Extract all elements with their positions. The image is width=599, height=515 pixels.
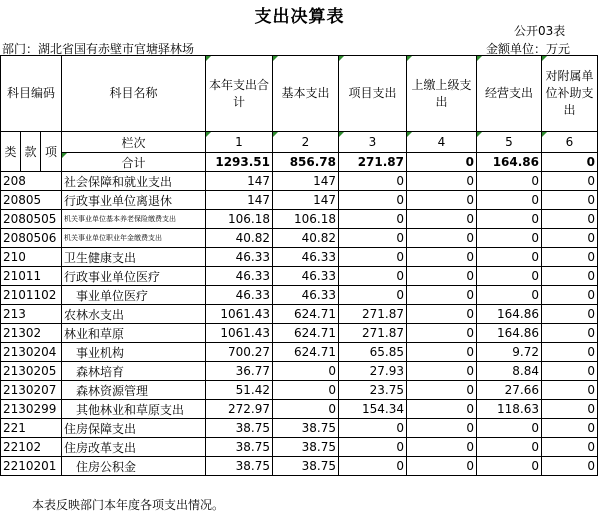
amount-cell: 0 (542, 400, 598, 419)
header-kuan: 款 (21, 132, 41, 172)
subject-code: 22102 (1, 438, 62, 457)
header-business: 经营支出 (477, 56, 542, 132)
table-row (1, 305, 598, 324)
amount-cell: 164.86 (477, 324, 542, 343)
table-row (1, 286, 598, 305)
header-xiang: 项 (41, 132, 62, 172)
amount-cell: 624.71 (273, 343, 339, 362)
amount-cell: 147 (206, 172, 273, 191)
total-label: 合计 (62, 153, 206, 172)
table-row (1, 400, 598, 419)
amount-cell: 0 (407, 305, 477, 324)
amount-cell: 8.84 (477, 362, 542, 381)
total-value: 856.78 (273, 153, 339, 172)
amount-cell: 0 (273, 381, 339, 400)
subject-name: 其他林业和草原支出 (62, 400, 206, 419)
amount-cell: 0 (542, 267, 598, 286)
amount-cell: 624.71 (273, 305, 339, 324)
amount-cell: 0 (407, 419, 477, 438)
amount-cell: 0 (407, 362, 477, 381)
subject-name: 行政事业单位医疗 (62, 267, 206, 286)
subject-name: 行政事业单位离退休 (62, 191, 206, 210)
amount-cell: 0 (339, 191, 407, 210)
amount-cell: 147 (273, 172, 339, 191)
amount-cell: 0 (339, 210, 407, 229)
subject-code: 2130205 (1, 362, 62, 381)
amount-cell: 27.66 (477, 381, 542, 400)
subject-name: 社会保障和就业支出 (62, 172, 206, 191)
amount-cell: 147 (206, 191, 273, 210)
header-lei: 类 (1, 132, 21, 172)
amount-cell: 0 (477, 419, 542, 438)
table-row (1, 267, 598, 286)
amount-cell: 38.75 (273, 419, 339, 438)
form-number: 公开03表 (514, 24, 566, 38)
header-name: 科目名称 (62, 56, 206, 132)
total-value: 0 (407, 153, 477, 172)
amount-cell: 38.75 (273, 457, 339, 476)
subject-name: 森林资源管理 (62, 381, 206, 400)
table-row (1, 457, 598, 476)
table-row (1, 362, 598, 381)
amount-cell: 0 (542, 438, 598, 457)
subject-code: 2080505 (1, 210, 62, 229)
col-index: 5 (477, 132, 542, 153)
amount-cell: 46.33 (206, 267, 273, 286)
table-row (1, 438, 598, 457)
amount-cell: 0 (542, 343, 598, 362)
amount-cell: 27.93 (339, 362, 407, 381)
header-lanci: 栏次 (62, 132, 206, 153)
amount-cell: 0 (542, 381, 598, 400)
header-upper: 上缴上级支出 (407, 56, 477, 132)
subject-name: 住房公积金 (62, 457, 206, 476)
amount-cell: 0 (273, 362, 339, 381)
amount-cell: 0 (407, 191, 477, 210)
amount-cell: 0 (542, 191, 598, 210)
table-row (1, 419, 598, 438)
amount-cell: 0 (407, 324, 477, 343)
subject-name: 农林水支出 (62, 305, 206, 324)
table-row (1, 324, 598, 343)
amount-cell: 0 (273, 400, 339, 419)
amount-cell: 0 (542, 362, 598, 381)
amount-cell: 106.18 (206, 210, 273, 229)
amount-cell: 271.87 (339, 324, 407, 343)
table-row (1, 210, 598, 229)
subject-name: 卫生健康支出 (62, 248, 206, 267)
expenditure-table (0, 55, 598, 476)
amount-cell: 38.75 (273, 438, 339, 457)
amount-cell: 272.97 (206, 400, 273, 419)
amount-cell: 164.86 (477, 305, 542, 324)
amount-cell: 0 (542, 286, 598, 305)
amount-cell: 0 (407, 210, 477, 229)
amount-cell: 38.75 (206, 438, 273, 457)
subject-code: 221 (1, 419, 62, 438)
amount-cell: 46.33 (273, 267, 339, 286)
amount-cell: 51.42 (206, 381, 273, 400)
col-index: 2 (273, 132, 339, 153)
amount-cell: 0 (407, 400, 477, 419)
amount-cell: 40.82 (273, 229, 339, 248)
subject-code: 21302 (1, 324, 62, 343)
amount-cell: 0 (407, 381, 477, 400)
amount-cell: 23.75 (339, 381, 407, 400)
table-note: 本表反映部门本年度各项支出情况。 (32, 498, 225, 512)
amount-cell: 0 (407, 438, 477, 457)
amount-cell: 0 (407, 343, 477, 362)
amount-cell: 118.63 (477, 400, 542, 419)
amount-cell: 0 (542, 324, 598, 343)
amount-cell: 0 (477, 210, 542, 229)
amount-cell: 0 (407, 172, 477, 191)
subject-code: 2101102 (1, 286, 62, 305)
department-label: 部门：湖北省国有赤壁市官塘驿林场 (2, 42, 195, 56)
amount-cell: 0 (339, 438, 407, 457)
header-code: 科目编码 (1, 56, 62, 132)
amount-cell: 0 (542, 305, 598, 324)
amount-cell: 624.71 (273, 324, 339, 343)
amount-cell: 0 (339, 419, 407, 438)
amount-cell: 0 (339, 248, 407, 267)
amount-cell: 271.87 (339, 305, 407, 324)
subject-code: 21011 (1, 267, 62, 286)
amount-cell: 0 (542, 210, 598, 229)
subject-name: 林业和草原 (62, 324, 206, 343)
total-value: 1293.51 (206, 153, 273, 172)
header-total: 本年支出合计 (206, 56, 273, 132)
page-title: 支出决算表 (254, 7, 345, 27)
amount-cell: 0 (542, 419, 598, 438)
table-row (1, 381, 598, 400)
subject-name: 事业单位医疗 (62, 286, 206, 305)
header-subsidy: 对附属单位补助支出 (542, 56, 598, 132)
col-index: 6 (542, 132, 598, 153)
total-value: 0 (542, 153, 598, 172)
subject-name: 事业机构 (62, 343, 206, 362)
amount-cell: 0 (407, 248, 477, 267)
col-index: 1 (206, 132, 273, 153)
total-row (1, 153, 598, 172)
amount-cell: 0 (477, 248, 542, 267)
amount-cell: 9.72 (477, 343, 542, 362)
table-row (1, 172, 598, 191)
subject-code: 20805 (1, 191, 62, 210)
amount-cell: 40.82 (206, 229, 273, 248)
header-row (1, 56, 598, 132)
table-row (1, 229, 598, 248)
amount-cell: 0 (339, 229, 407, 248)
amount-cell: 0 (477, 438, 542, 457)
subject-code: 2130299 (1, 400, 62, 419)
table-row (1, 248, 598, 267)
amount-cell: 106.18 (273, 210, 339, 229)
amount-cell: 0 (477, 172, 542, 191)
subject-code: 2080506 (1, 229, 62, 248)
amount-cell: 0 (407, 457, 477, 476)
amount-cell: 38.75 (206, 457, 273, 476)
subject-code: 2130207 (1, 381, 62, 400)
amount-cell: 0 (339, 172, 407, 191)
amount-cell: 0 (542, 229, 598, 248)
header-project: 项目支出 (339, 56, 407, 132)
amount-cell: 46.33 (273, 248, 339, 267)
amount-cell: 0 (477, 457, 542, 476)
subject-name: 森林培育 (62, 362, 206, 381)
col-index: 3 (339, 132, 407, 153)
amount-cell: 0 (477, 286, 542, 305)
table-row (1, 191, 598, 210)
amount-cell: 0 (542, 172, 598, 191)
amount-cell: 46.33 (206, 286, 273, 305)
subject-code: 2130204 (1, 343, 62, 362)
subject-name: 住房保障支出 (62, 419, 206, 438)
amount-cell: 46.33 (273, 286, 339, 305)
amount-cell: 65.85 (339, 343, 407, 362)
subject-name: 机关事业单位职业年金缴费支出 (62, 229, 206, 248)
subject-code: 210 (1, 248, 62, 267)
amount-cell: 700.27 (206, 343, 273, 362)
amount-cell: 0 (477, 229, 542, 248)
amount-cell: 1061.43 (206, 324, 273, 343)
amount-cell: 147 (273, 191, 339, 210)
amount-cell: 1061.43 (206, 305, 273, 324)
amount-cell: 0 (339, 267, 407, 286)
amount-cell: 0 (477, 191, 542, 210)
amount-cell: 0 (542, 248, 598, 267)
subject-name: 住房改革支出 (62, 438, 206, 457)
amount-cell: 0 (477, 267, 542, 286)
column-index-row (1, 132, 598, 153)
amount-cell: 0 (407, 267, 477, 286)
amount-cell: 46.33 (206, 248, 273, 267)
amount-cell: 0 (339, 457, 407, 476)
subject-code: 2210201 (1, 457, 62, 476)
amount-cell: 0 (339, 286, 407, 305)
amount-cell: 0 (407, 229, 477, 248)
subject-code: 213 (1, 305, 62, 324)
amount-cell: 0 (542, 457, 598, 476)
total-value: 164.86 (477, 153, 542, 172)
col-index: 4 (407, 132, 477, 153)
subject-code: 208 (1, 172, 62, 191)
amount-cell: 36.77 (206, 362, 273, 381)
header-basic: 基本支出 (273, 56, 339, 132)
table-row (1, 343, 598, 362)
amount-cell: 154.34 (339, 400, 407, 419)
amount-cell: 0 (407, 286, 477, 305)
amount-cell: 38.75 (206, 419, 273, 438)
total-value: 271.87 (339, 153, 407, 172)
subject-name: 机关事业单位基本养老保险缴费支出 (62, 210, 206, 229)
amount-unit-label: 金额单位：万元 (486, 42, 571, 56)
